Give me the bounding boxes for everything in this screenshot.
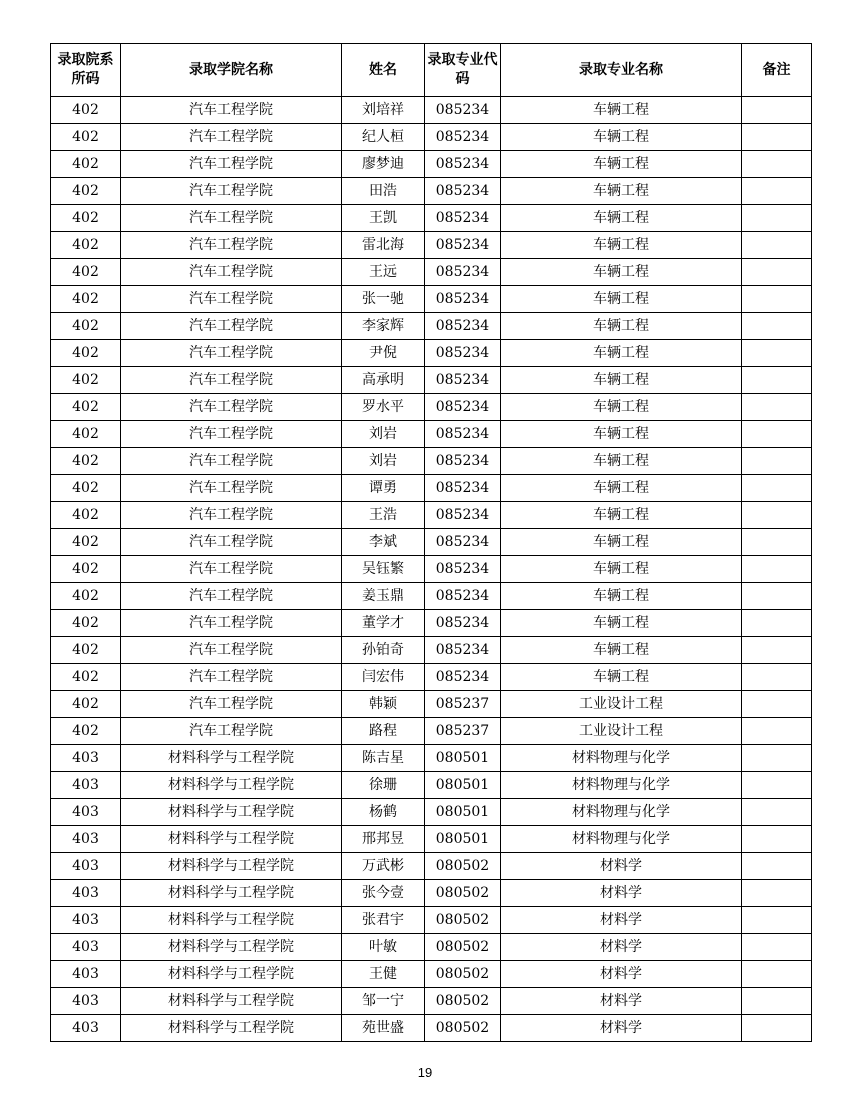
major-code-cell: 085234 <box>425 313 501 340</box>
remarks-cell <box>742 637 812 664</box>
table-row <box>51 232 812 259</box>
college-name-cell: 汽车工程学院 <box>121 421 342 448</box>
student-name-cell: 陈吉星 <box>342 745 425 772</box>
remarks-cell <box>742 232 812 259</box>
major-code-cell: 080502 <box>425 961 501 988</box>
header-row <box>51 44 812 97</box>
student-name-cell: 孙铂奇 <box>342 637 425 664</box>
remarks-cell <box>742 529 812 556</box>
major-name-cell: 车辆工程 <box>501 340 742 367</box>
major-name-cell: 材料物理与化学 <box>501 772 742 799</box>
table-row <box>51 313 812 340</box>
major-name-cell: 车辆工程 <box>501 475 742 502</box>
major-code-cell: 080501 <box>425 772 501 799</box>
college-code-cell: 402 <box>51 529 121 556</box>
college-name-cell: 汽车工程学院 <box>121 529 342 556</box>
major-name-cell: 材料学 <box>501 961 742 988</box>
table-row <box>51 718 812 745</box>
header-remarks: 备注 <box>742 44 812 97</box>
major-code-cell: 085234 <box>425 340 501 367</box>
major-name-cell: 材料学 <box>501 934 742 961</box>
major-code-cell: 085234 <box>425 286 501 313</box>
remarks-cell <box>742 826 812 853</box>
major-name-cell: 材料物理与化学 <box>501 826 742 853</box>
college-code-cell: 403 <box>51 745 121 772</box>
major-code-cell: 085234 <box>425 421 501 448</box>
college-name-cell: 汽车工程学院 <box>121 718 342 745</box>
college-code-cell: 402 <box>51 286 121 313</box>
table-row <box>51 529 812 556</box>
college-name-cell: 汽车工程学院 <box>121 664 342 691</box>
table-row <box>51 124 812 151</box>
table-row <box>51 205 812 232</box>
student-name-cell: 叶敏 <box>342 934 425 961</box>
table-row <box>51 961 812 988</box>
remarks-cell <box>742 178 812 205</box>
college-name-cell: 材料科学与工程学院 <box>121 880 342 907</box>
remarks-cell <box>742 124 812 151</box>
student-name-cell: 邹一宁 <box>342 988 425 1015</box>
student-name-cell: 刘岩 <box>342 421 425 448</box>
remarks-cell <box>742 853 812 880</box>
college-name-cell: 汽车工程学院 <box>121 502 342 529</box>
college-code-cell: 402 <box>51 313 121 340</box>
table-row <box>51 421 812 448</box>
student-name-cell: 万武彬 <box>342 853 425 880</box>
college-name-cell: 汽车工程学院 <box>121 610 342 637</box>
major-code-cell: 080501 <box>425 826 501 853</box>
table-row <box>51 691 812 718</box>
header-major-code: 录取专业代码 <box>425 44 501 97</box>
major-name-cell: 工业设计工程 <box>501 691 742 718</box>
major-name-cell: 车辆工程 <box>501 97 742 124</box>
college-code-cell: 402 <box>51 583 121 610</box>
student-name-cell: 刘岩 <box>342 448 425 475</box>
table-row <box>51 799 812 826</box>
college-code-cell: 402 <box>51 232 121 259</box>
college-code-cell: 402 <box>51 691 121 718</box>
student-name-cell: 姜玉鼎 <box>342 583 425 610</box>
college-code-cell: 402 <box>51 475 121 502</box>
major-name-cell: 材料物理与化学 <box>501 745 742 772</box>
major-name-cell: 工业设计工程 <box>501 718 742 745</box>
table-row <box>51 475 812 502</box>
major-code-cell: 085234 <box>425 205 501 232</box>
major-name-cell: 车辆工程 <box>501 367 742 394</box>
table-row <box>51 826 812 853</box>
college-name-cell: 汽车工程学院 <box>121 637 342 664</box>
college-code-cell: 402 <box>51 637 121 664</box>
table-row <box>51 286 812 313</box>
college-code-cell: 402 <box>51 394 121 421</box>
table-row <box>51 97 812 124</box>
college-code-cell: 403 <box>51 961 121 988</box>
major-name-cell: 车辆工程 <box>501 583 742 610</box>
college-name-cell: 汽车工程学院 <box>121 691 342 718</box>
remarks-cell <box>742 394 812 421</box>
major-name-cell: 材料学 <box>501 988 742 1015</box>
table-row <box>51 340 812 367</box>
college-name-cell: 汽车工程学院 <box>121 313 342 340</box>
college-code-cell: 402 <box>51 178 121 205</box>
college-name-cell: 汽车工程学院 <box>121 124 342 151</box>
table-row <box>51 583 812 610</box>
college-name-cell: 汽车工程学院 <box>121 97 342 124</box>
college-code-cell: 403 <box>51 799 121 826</box>
college-code-cell: 402 <box>51 205 121 232</box>
remarks-cell <box>742 907 812 934</box>
remarks-cell <box>742 340 812 367</box>
table-row <box>51 178 812 205</box>
table-row <box>51 880 812 907</box>
college-name-cell: 汽车工程学院 <box>121 367 342 394</box>
remarks-cell <box>742 961 812 988</box>
major-name-cell: 车辆工程 <box>501 637 742 664</box>
student-name-cell: 谭勇 <box>342 475 425 502</box>
college-code-cell: 402 <box>51 448 121 475</box>
major-code-cell: 085234 <box>425 583 501 610</box>
major-name-cell: 车辆工程 <box>501 610 742 637</box>
major-code-cell: 085234 <box>425 448 501 475</box>
major-name-cell: 车辆工程 <box>501 556 742 583</box>
major-name-cell: 材料物理与化学 <box>501 799 742 826</box>
major-code-cell: 085234 <box>425 232 501 259</box>
student-name-cell: 罗水平 <box>342 394 425 421</box>
major-code-cell: 085234 <box>425 556 501 583</box>
college-name-cell: 材料科学与工程学院 <box>121 934 342 961</box>
student-name-cell: 王浩 <box>342 502 425 529</box>
major-name-cell: 车辆工程 <box>501 502 742 529</box>
major-code-cell: 085234 <box>425 259 501 286</box>
major-name-cell: 车辆工程 <box>501 232 742 259</box>
student-name-cell: 徐珊 <box>342 772 425 799</box>
remarks-cell <box>742 772 812 799</box>
student-name-cell: 张今壹 <box>342 880 425 907</box>
header-student-name: 姓名 <box>342 44 425 97</box>
major-code-cell: 080502 <box>425 853 501 880</box>
student-name-cell: 王凯 <box>342 205 425 232</box>
college-code-cell: 403 <box>51 853 121 880</box>
college-name-cell: 汽车工程学院 <box>121 286 342 313</box>
major-name-cell: 车辆工程 <box>501 421 742 448</box>
major-code-cell: 080502 <box>425 1015 501 1042</box>
table-row <box>51 664 812 691</box>
remarks-cell <box>742 367 812 394</box>
table-row <box>51 907 812 934</box>
student-name-cell: 邢邦昱 <box>342 826 425 853</box>
college-name-cell: 汽车工程学院 <box>121 583 342 610</box>
page-number: 19 <box>417 1065 433 1080</box>
major-code-cell: 085234 <box>425 97 501 124</box>
table-row <box>51 610 812 637</box>
remarks-cell <box>742 475 812 502</box>
major-code-cell: 080502 <box>425 880 501 907</box>
college-name-cell: 材料科学与工程学院 <box>121 826 342 853</box>
major-code-cell: 080502 <box>425 988 501 1015</box>
major-name-cell: 材料学 <box>501 853 742 880</box>
college-name-cell: 汽车工程学院 <box>121 475 342 502</box>
remarks-cell <box>742 745 812 772</box>
student-name-cell: 廖梦迪 <box>342 151 425 178</box>
table-row <box>51 772 812 799</box>
college-name-cell: 汽车工程学院 <box>121 151 342 178</box>
major-name-cell: 车辆工程 <box>501 178 742 205</box>
major-name-cell: 车辆工程 <box>501 448 742 475</box>
student-name-cell: 杨鹤 <box>342 799 425 826</box>
college-code-cell: 402 <box>51 718 121 745</box>
major-name-cell: 车辆工程 <box>501 286 742 313</box>
major-name-cell: 材料学 <box>501 1015 742 1042</box>
table-row <box>51 151 812 178</box>
student-name-cell: 韩颖 <box>342 691 425 718</box>
college-name-cell: 材料科学与工程学院 <box>121 961 342 988</box>
student-name-cell: 纪人桓 <box>342 124 425 151</box>
major-code-cell: 085234 <box>425 394 501 421</box>
college-code-cell: 403 <box>51 826 121 853</box>
student-name-cell: 尹倪 <box>342 340 425 367</box>
remarks-cell <box>742 205 812 232</box>
college-name-cell: 汽车工程学院 <box>121 259 342 286</box>
remarks-cell <box>742 583 812 610</box>
table-row <box>51 502 812 529</box>
header-college-code: 录取院系所码 <box>51 44 121 97</box>
student-name-cell: 吴钰繁 <box>342 556 425 583</box>
major-name-cell: 车辆工程 <box>501 664 742 691</box>
college-code-cell: 402 <box>51 421 121 448</box>
table-body <box>51 97 812 1042</box>
major-code-cell: 085234 <box>425 502 501 529</box>
remarks-cell <box>742 97 812 124</box>
major-name-cell: 车辆工程 <box>501 205 742 232</box>
major-code-cell: 085237 <box>425 691 501 718</box>
college-name-cell: 汽车工程学院 <box>121 205 342 232</box>
table-row <box>51 637 812 664</box>
college-code-cell: 402 <box>51 556 121 583</box>
major-code-cell: 085234 <box>425 610 501 637</box>
remarks-cell <box>742 988 812 1015</box>
college-code-cell: 403 <box>51 1015 121 1042</box>
table-row <box>51 1015 812 1042</box>
college-name-cell: 汽车工程学院 <box>121 340 342 367</box>
college-code-cell: 403 <box>51 880 121 907</box>
major-name-cell: 车辆工程 <box>501 151 742 178</box>
major-name-cell: 车辆工程 <box>501 529 742 556</box>
college-name-cell: 材料科学与工程学院 <box>121 745 342 772</box>
major-code-cell: 085234 <box>425 475 501 502</box>
major-code-cell: 080501 <box>425 745 501 772</box>
remarks-cell <box>742 556 812 583</box>
remarks-cell <box>742 610 812 637</box>
student-name-cell: 李斌 <box>342 529 425 556</box>
college-code-cell: 402 <box>51 367 121 394</box>
college-name-cell: 材料科学与工程学院 <box>121 988 342 1015</box>
remarks-cell <box>742 286 812 313</box>
student-name-cell: 王健 <box>342 961 425 988</box>
major-name-cell: 车辆工程 <box>501 313 742 340</box>
table-row <box>51 259 812 286</box>
remarks-cell <box>742 799 812 826</box>
table-row <box>51 556 812 583</box>
remarks-cell <box>742 691 812 718</box>
college-name-cell: 汽车工程学院 <box>121 556 342 583</box>
major-code-cell: 085234 <box>425 367 501 394</box>
major-code-cell: 085234 <box>425 637 501 664</box>
major-name-cell: 车辆工程 <box>501 259 742 286</box>
college-code-cell: 402 <box>51 151 121 178</box>
table-row <box>51 367 812 394</box>
college-code-cell: 402 <box>51 124 121 151</box>
college-name-cell: 材料科学与工程学院 <box>121 1015 342 1042</box>
remarks-cell <box>742 448 812 475</box>
college-code-cell: 402 <box>51 610 121 637</box>
student-name-cell: 雷北海 <box>342 232 425 259</box>
major-code-cell: 085234 <box>425 178 501 205</box>
table-row <box>51 394 812 421</box>
student-name-cell: 路程 <box>342 718 425 745</box>
table-row <box>51 745 812 772</box>
college-code-cell: 403 <box>51 934 121 961</box>
student-name-cell: 田浩 <box>342 178 425 205</box>
college-code-cell: 403 <box>51 988 121 1015</box>
major-name-cell: 材料学 <box>501 907 742 934</box>
college-code-cell: 402 <box>51 97 121 124</box>
major-name-cell: 车辆工程 <box>501 124 742 151</box>
college-name-cell: 汽车工程学院 <box>121 394 342 421</box>
header-major-name: 录取专业名称 <box>501 44 742 97</box>
remarks-cell <box>742 880 812 907</box>
table-row <box>51 448 812 475</box>
major-code-cell: 080502 <box>425 934 501 961</box>
student-name-cell: 张一驰 <box>342 286 425 313</box>
college-name-cell: 汽车工程学院 <box>121 178 342 205</box>
student-name-cell: 王远 <box>342 259 425 286</box>
remarks-cell <box>742 421 812 448</box>
major-code-cell: 085237 <box>425 718 501 745</box>
remarks-cell <box>742 502 812 529</box>
college-code-cell: 403 <box>51 907 121 934</box>
college-name-cell: 材料科学与工程学院 <box>121 799 342 826</box>
remarks-cell <box>742 664 812 691</box>
major-code-cell: 085234 <box>425 151 501 178</box>
admission-table <box>50 43 812 1042</box>
student-name-cell: 董学才 <box>342 610 425 637</box>
major-code-cell: 085234 <box>425 529 501 556</box>
college-code-cell: 402 <box>51 664 121 691</box>
college-code-cell: 402 <box>51 340 121 367</box>
major-code-cell: 080501 <box>425 799 501 826</box>
student-name-cell: 张君宇 <box>342 907 425 934</box>
major-code-cell: 085234 <box>425 124 501 151</box>
remarks-cell <box>742 934 812 961</box>
table-row <box>51 988 812 1015</box>
table-row <box>51 853 812 880</box>
college-name-cell: 汽车工程学院 <box>121 448 342 475</box>
student-name-cell: 李家辉 <box>342 313 425 340</box>
remarks-cell <box>742 718 812 745</box>
college-code-cell: 402 <box>51 502 121 529</box>
remarks-cell <box>742 151 812 178</box>
remarks-cell <box>742 259 812 286</box>
remarks-cell <box>742 313 812 340</box>
college-name-cell: 汽车工程学院 <box>121 232 342 259</box>
college-code-cell: 402 <box>51 259 121 286</box>
remarks-cell <box>742 1015 812 1042</box>
major-name-cell: 车辆工程 <box>501 394 742 421</box>
student-name-cell: 苑世盛 <box>342 1015 425 1042</box>
college-name-cell: 材料科学与工程学院 <box>121 907 342 934</box>
student-name-cell: 高承明 <box>342 367 425 394</box>
major-code-cell: 085234 <box>425 664 501 691</box>
table-row <box>51 934 812 961</box>
college-name-cell: 材料科学与工程学院 <box>121 853 342 880</box>
major-name-cell: 材料学 <box>501 880 742 907</box>
student-name-cell: 刘培祥 <box>342 97 425 124</box>
college-name-cell: 材料科学与工程学院 <box>121 772 342 799</box>
major-code-cell: 080502 <box>425 907 501 934</box>
student-name-cell: 闫宏伟 <box>342 664 425 691</box>
college-code-cell: 403 <box>51 772 121 799</box>
header-college-name: 录取学院名称 <box>121 44 342 97</box>
